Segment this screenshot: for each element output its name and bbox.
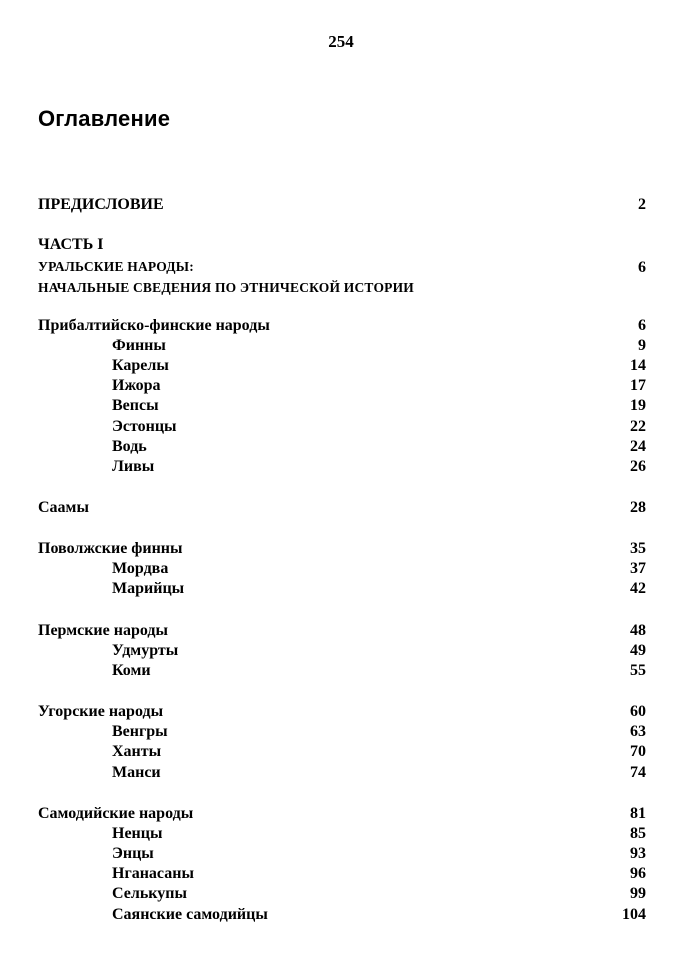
toc-entry-page: 96	[630, 865, 646, 882]
toc-entry-page: 19	[630, 397, 646, 414]
toc-entry-preface	[0, 196, 682, 218]
toc-entry-subsection	[0, 418, 682, 440]
toc-entry-subsection	[0, 662, 682, 684]
toc-entry-subsection	[0, 825, 682, 847]
toc-entry-label: Карелы	[112, 357, 169, 374]
toc-entry-page: 60	[630, 703, 646, 720]
toc-entry-page: 99	[630, 885, 646, 902]
toc-entry-section	[0, 540, 682, 562]
toc-entry-part-title	[0, 259, 682, 281]
toc-title: Оглавление	[38, 106, 171, 131]
toc-entry-page: 6	[638, 317, 646, 334]
toc-entry-label: Прибалтийско-финские народы	[38, 317, 270, 334]
toc-entry-page: 9	[638, 337, 646, 354]
toc-entry-page: 104	[622, 906, 646, 923]
toc-entry-label: Поволжские финны	[38, 540, 183, 557]
toc-entry-subsection	[0, 560, 682, 582]
page-number: 254	[328, 32, 354, 51]
toc-entry-subsection	[0, 723, 682, 745]
toc-entry-label: Удмурты	[112, 642, 179, 659]
toc-entry-page: 14	[630, 357, 646, 374]
toc-entry-label: Энцы	[112, 845, 154, 862]
toc-entry-label: Саамы	[38, 499, 89, 516]
toc-entry-page: 35	[630, 540, 646, 557]
toc-entry-label: Манси	[112, 764, 161, 781]
toc-entry-label: Вепсы	[112, 397, 159, 414]
toc-entry-page: 48	[630, 622, 646, 639]
toc-entry-label: НАЧАЛЬНЫЕ СВЕДЕНИЯ ПО ЭТНИЧЕСКОЙ ИСТОРИИ	[38, 280, 415, 295]
toc-entry-label: ЧАСТЬ I	[38, 236, 104, 253]
toc-entry-page: 6	[638, 259, 646, 276]
toc-entry-label: Нганасаны	[112, 865, 194, 882]
toc-entry-label: Финны	[112, 337, 166, 354]
toc-entry-subsection	[0, 642, 682, 664]
toc-entry-subsection	[0, 845, 682, 867]
toc-entry-page: 17	[630, 377, 646, 394]
toc-entry-label: УРАЛЬСКИЕ НАРОДЫ:	[38, 259, 194, 274]
toc-entry-page: 70	[630, 743, 646, 760]
toc-entry-subsection	[0, 885, 682, 907]
toc-entry-label: Ханты	[112, 743, 162, 760]
toc-entry-subsection	[0, 357, 682, 379]
toc-entry-section	[0, 703, 682, 725]
toc-entry-label: ПРЕДИСЛОВИЕ	[38, 196, 164, 213]
toc-entry-subsection	[0, 337, 682, 359]
toc-entry-subsection	[0, 458, 682, 480]
toc-entry-label: Коми	[112, 662, 151, 679]
toc-entry-subsection	[0, 580, 682, 602]
toc-entry-label: Самодийские народы	[38, 805, 194, 822]
toc-entry-label: Мордва	[112, 560, 169, 577]
toc-entry-label: Эстонцы	[112, 418, 177, 435]
toc-entry-page: 85	[630, 825, 646, 842]
toc-entry-page: 37	[630, 560, 646, 577]
toc-entry-page: 63	[630, 723, 646, 740]
toc-entry-label: Угорские народы	[38, 703, 164, 720]
toc-entry-page: 74	[630, 764, 646, 781]
toc-entry-page: 2	[638, 196, 646, 213]
toc-entry-section	[0, 805, 682, 827]
toc-entry-subsection	[0, 743, 682, 765]
toc-entry-page: 28	[630, 499, 646, 516]
toc-entry-label: Венгры	[112, 723, 168, 740]
toc-entry-part-heading	[0, 236, 682, 258]
toc-entry-section	[0, 622, 682, 644]
toc-entry-page: 93	[630, 845, 646, 862]
toc-entry-subsection	[0, 397, 682, 419]
toc-entry-label: Пермские народы	[38, 622, 168, 639]
toc-entry-page: 22	[630, 418, 646, 435]
toc-entry-subsection	[0, 438, 682, 460]
toc-entry-page: 26	[630, 458, 646, 475]
toc-entry-subsection	[0, 377, 682, 399]
toc-entry-page: 81	[630, 805, 646, 822]
toc-entry-section	[0, 499, 682, 521]
toc-entry-page: 24	[630, 438, 646, 455]
toc-entry-subsection	[0, 865, 682, 887]
toc-entry-label: Водь	[112, 438, 147, 455]
toc-entry-page: 55	[630, 662, 646, 679]
toc-entry-page: 49	[630, 642, 646, 659]
toc-entry-page: 42	[630, 580, 646, 597]
toc-entry-section	[0, 317, 682, 339]
toc-entry-label: Ижора	[112, 377, 161, 394]
toc-entry-subsection	[0, 906, 682, 928]
toc-entry-label: Селькупы	[112, 885, 187, 902]
toc-entry-part-subtitle	[0, 280, 682, 302]
toc-entry-label: Ненцы	[112, 825, 163, 842]
toc-entry-subsection	[0, 764, 682, 786]
toc-entry-label: Ливы	[112, 458, 155, 475]
toc-entry-label: Марийцы	[112, 580, 185, 597]
toc-entry-label: Саянские самодийцы	[112, 906, 268, 923]
